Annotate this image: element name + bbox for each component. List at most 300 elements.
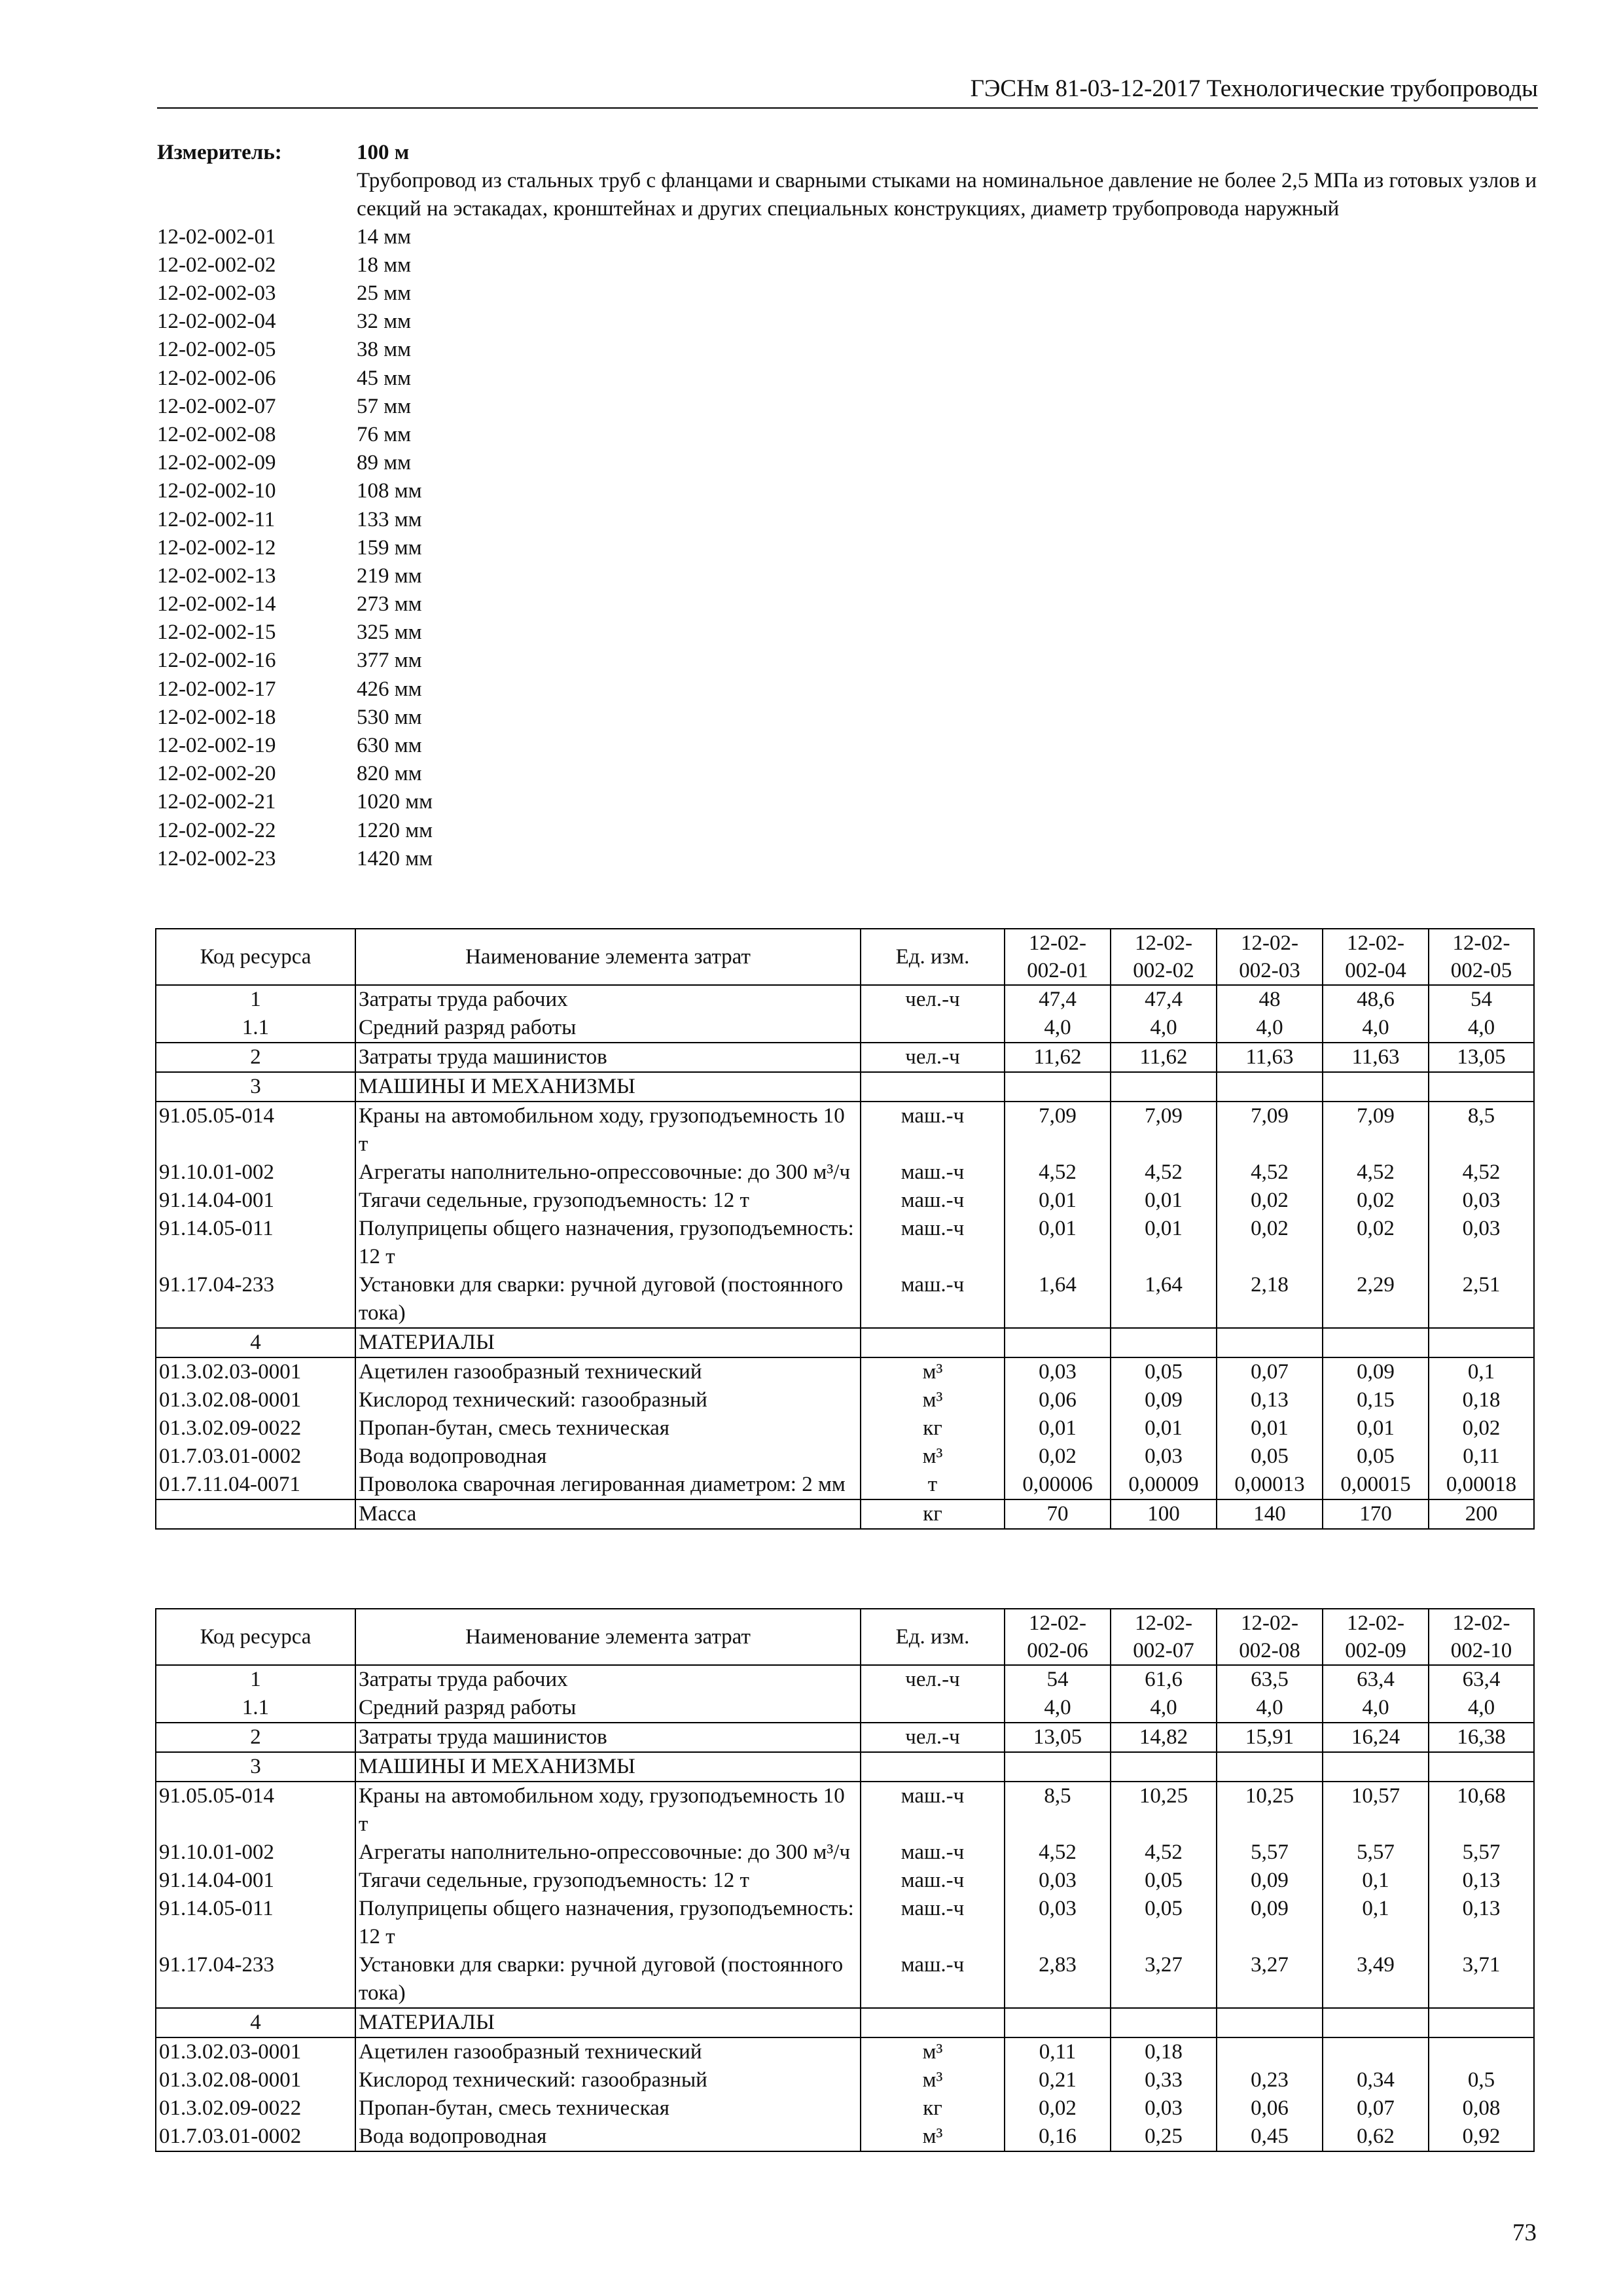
element-name: Тягачи седельные, грузоподъемность: 12 т	[355, 1867, 861, 1895]
element-name: Тягачи седельные, грузоподъемность: 12 т	[355, 1187, 861, 1215]
norm-value: 11,62	[1005, 1043, 1111, 1072]
unit-of-measure: маш.-ч	[861, 1187, 1005, 1215]
variant-code: 12-02-002-22	[157, 818, 276, 842]
section-row	[156, 2008, 1534, 2037]
resource-code: 91.10.01-002	[156, 1839, 355, 1867]
code-list-item	[157, 534, 1551, 562]
norm-value: 0,92	[1429, 2123, 1534, 2151]
resource-code: 91.05.05-014	[156, 1782, 355, 1839]
norm-value: 0,62	[1323, 2123, 1429, 2151]
norm-value	[1111, 1752, 1217, 1782]
resource-row	[156, 1895, 1534, 1951]
section-title: МАТЕРИАЛЫ	[355, 1328, 861, 1357]
resource-code: 91.10.01-002	[156, 1158, 355, 1187]
resource-row	[156, 1386, 1534, 1414]
element-name: Затраты труда рабочих	[355, 1665, 861, 1694]
norm-value	[1217, 1072, 1323, 1102]
header-norm-code-line: 12-02-	[1347, 1611, 1404, 1635]
element-name: Пропан-бутан, смесь техническая	[355, 2094, 861, 2123]
norm-value: 0,01	[1005, 1215, 1111, 1271]
norm-value: 0,13	[1217, 1386, 1323, 1414]
norm-value: 0,1	[1323, 1895, 1429, 1951]
code-list-item	[157, 845, 1551, 873]
code-list-item	[157, 788, 1551, 816]
norm-value: 0,01	[1005, 1187, 1111, 1215]
variant-diameter: 18 мм	[357, 253, 412, 277]
variant-code: 12-02-002-01	[157, 224, 276, 249]
variant-code: 12-02-002-12	[157, 535, 276, 560]
norm-value: 0,02	[1323, 1187, 1429, 1215]
norm-value: 1,64	[1005, 1271, 1111, 1328]
norm-value: 0,16	[1005, 2123, 1111, 2151]
norm-value: 0,13	[1429, 1895, 1534, 1951]
header-norm-code-line: 002-09	[1345, 1639, 1406, 1662]
norm-value: 8,5	[1005, 1782, 1111, 1839]
meter-row	[157, 139, 1551, 167]
code-list-item	[157, 223, 1551, 251]
unit-of-measure: кг	[861, 1414, 1005, 1443]
norm-value: 0,18	[1111, 2037, 1217, 2066]
norm-value: 0,21	[1005, 2066, 1111, 2094]
norm-value: 63,4	[1429, 1665, 1534, 1694]
norm-value: 54	[1429, 985, 1534, 1014]
resource-row	[156, 1694, 1534, 1723]
resource-code: 01.3.02.08-0001	[156, 1386, 355, 1414]
header-norm-code-line: 12-02-	[1029, 931, 1086, 955]
header-norm-code-line: 002-08	[1239, 1639, 1300, 1662]
variant-diameter: 530 мм	[357, 705, 422, 729]
code-list-item	[157, 279, 1551, 308]
unit-of-measure: чел.-ч	[861, 985, 1005, 1014]
resource-row	[156, 985, 1534, 1014]
norm-value: 0,25	[1111, 2123, 1217, 2151]
norm-value: 0,03	[1005, 1357, 1111, 1386]
header-norm-code-line: 12-02-	[1241, 931, 1298, 955]
header-norm-code	[1429, 1609, 1534, 1665]
resource-row	[156, 2066, 1534, 2094]
header-norm-code-line: 002-07	[1133, 1639, 1194, 1662]
norm-value: 54	[1005, 1665, 1111, 1694]
resource-code: 3	[156, 1072, 355, 1102]
norm-value: 4,52	[1005, 1839, 1111, 1867]
norm-value: 4,0	[1111, 1014, 1217, 1043]
norm-value: 10,25	[1111, 1782, 1217, 1839]
meter-unit: 100 м	[357, 141, 410, 164]
norm-value: 0,03	[1429, 1187, 1534, 1215]
table-header-row	[156, 1609, 1534, 1665]
norm-value: 0,11	[1429, 1443, 1534, 1471]
header-norm-code-line: 002-05	[1450, 959, 1512, 982]
resource-row	[156, 1271, 1534, 1328]
resource-row	[156, 1471, 1534, 1499]
norm-value: 2,51	[1429, 1271, 1534, 1328]
norm-value: 48	[1217, 985, 1323, 1014]
norm-value: 0,23	[1217, 2066, 1323, 2094]
norm-value	[1217, 1752, 1323, 1782]
variant-diameter: 89 мм	[357, 451, 412, 475]
section-title: МАШИНЫ И МЕХАНИЗМЫ	[355, 1752, 861, 1782]
variant-diameter: 219 мм	[357, 564, 422, 588]
norm-value: 2,18	[1217, 1271, 1323, 1328]
unit-of-measure: м³	[861, 1386, 1005, 1414]
code-list-item	[157, 675, 1551, 704]
code-list-item	[157, 477, 1551, 505]
norm-value: 0,09	[1111, 1386, 1217, 1414]
header-norm-code-line: 002-06	[1027, 1639, 1088, 1662]
element-name: Ацетилен газообразный технический	[355, 1357, 861, 1386]
norm-value: 2,83	[1005, 1951, 1111, 2008]
norm-value: 3,49	[1323, 1951, 1429, 2008]
unit-of-measure: чел.-ч	[861, 1043, 1005, 1072]
norm-value: 7,09	[1111, 1102, 1217, 1158]
norm-value: 13,05	[1429, 1043, 1534, 1072]
norm-value: 13,05	[1005, 1723, 1111, 1752]
norm-value: 16,24	[1323, 1723, 1429, 1752]
code-list-item	[157, 760, 1551, 788]
unit-of-measure: маш.-ч	[861, 1951, 1005, 2008]
code-list-item	[157, 647, 1551, 675]
resource-table-1	[155, 928, 1535, 1530]
resource-row	[156, 1951, 1534, 2008]
norm-value: 61,6	[1111, 1665, 1217, 1694]
code-list-item	[157, 251, 1551, 279]
norm-value	[1323, 1752, 1429, 1782]
norm-value: 0,1	[1429, 1357, 1534, 1386]
norm-value: 0,00015	[1323, 1471, 1429, 1499]
norm-value: 0,00013	[1217, 1471, 1323, 1499]
norm-value	[1217, 1328, 1323, 1357]
resource-row	[156, 1043, 1534, 1072]
variant-code: 12-02-002-11	[157, 507, 276, 531]
unit-of-measure: м³	[861, 1357, 1005, 1386]
norm-value: 0,00018	[1429, 1471, 1534, 1499]
variant-code: 12-02-002-08	[157, 422, 276, 446]
variant-code: 12-02-002-04	[157, 310, 276, 334]
norm-value: 0,09	[1217, 1895, 1323, 1951]
element-name: Агрегаты наполнительно-опрессовочные: до 300 м³/ч	[355, 1839, 861, 1867]
norm-value: 0,03	[1111, 1443, 1217, 1471]
norm-value: 100	[1111, 1499, 1217, 1529]
resource-row	[156, 1723, 1534, 1752]
norm-value: 0,06	[1217, 2094, 1323, 2123]
resource-row	[156, 1158, 1534, 1187]
norm-value: 10,25	[1217, 1782, 1323, 1839]
norm-value	[1217, 2008, 1323, 2037]
variant-diameter: 14 мм	[357, 224, 412, 249]
resource-code: 01.3.02.09-0022	[156, 1414, 355, 1443]
norm-value: 7,09	[1005, 1102, 1111, 1158]
unit-of-measure	[861, 1752, 1005, 1782]
norm-value: 0,09	[1323, 1357, 1429, 1386]
norm-value: 4,52	[1111, 1839, 1217, 1867]
norm-value: 0,1	[1323, 1867, 1429, 1895]
norm-value: 0,15	[1323, 1386, 1429, 1414]
section-title: МАШИНЫ И МЕХАНИЗМЫ	[355, 1072, 861, 1102]
norm-value: 0,02	[1217, 1187, 1323, 1215]
code-list-item	[157, 562, 1551, 590]
norm-value: 0,05	[1111, 1357, 1217, 1386]
resource-code: 01.7.11.04-0071	[156, 1471, 355, 1499]
code-list-item	[157, 704, 1551, 732]
header-norm-code-line: 002-04	[1345, 959, 1406, 982]
unit-of-measure: м³	[861, 1443, 1005, 1471]
unit-of-measure: маш.-ч	[861, 1867, 1005, 1895]
header-resource-code: Код ресурса	[156, 1609, 355, 1665]
norm-value: 3,27	[1217, 1951, 1323, 2008]
norm-value: 5,57	[1429, 1839, 1534, 1867]
variant-code: 12-02-002-17	[157, 677, 276, 701]
unit-of-measure: маш.-ч	[861, 1271, 1005, 1328]
unit-of-measure: маш.-ч	[861, 1215, 1005, 1271]
element-name: Средний разряд работы	[355, 1694, 861, 1723]
norm-value: 7,09	[1217, 1102, 1323, 1158]
header-norm-code-line: 002-03	[1239, 959, 1300, 982]
resource-code: 2	[156, 1723, 355, 1752]
element-name: Полуприцепы общего назначения, грузоподъемность: 12 т	[355, 1215, 861, 1271]
unit-of-measure	[861, 1072, 1005, 1102]
page-number: 73	[1512, 2219, 1537, 2246]
norm-value: 4,0	[1323, 1694, 1429, 1723]
norm-value: 4,0	[1429, 1694, 1534, 1723]
resource-code: 01.3.02.03-0001	[156, 1357, 355, 1386]
norm-value	[1005, 1752, 1111, 1782]
norm-value: 0,05	[1111, 1895, 1217, 1951]
norm-value: 0,02	[1217, 1215, 1323, 1271]
norm-value: 0,09	[1217, 1867, 1323, 1895]
norm-value: 0,02	[1005, 2094, 1111, 2123]
variant-code: 12-02-002-14	[157, 592, 276, 617]
code-list-item	[157, 619, 1551, 647]
header-norm-code	[1323, 1609, 1429, 1665]
header-resource-code: Код ресурса	[156, 929, 355, 985]
resource-code: 3	[156, 1752, 355, 1782]
resource-code: 1	[156, 1665, 355, 1694]
norm-value: 7,09	[1323, 1102, 1429, 1158]
element-name: Затраты труда машинистов	[355, 1723, 861, 1752]
resource-row	[156, 1499, 1534, 1529]
resource-code: 1.1	[156, 1014, 355, 1043]
meter-section	[157, 139, 1551, 873]
resource-code: 01.7.03.01-0002	[156, 1443, 355, 1471]
unit-of-measure: кг	[861, 2094, 1005, 2123]
norm-value: 0,07	[1323, 2094, 1429, 2123]
header-norm-code-line: 12-02-	[1452, 931, 1510, 955]
page-header	[157, 73, 1538, 109]
variant-diameter: 159 мм	[357, 535, 422, 560]
resource-code: 01.3.02.09-0022	[156, 2094, 355, 2123]
norm-value: 10,68	[1429, 1782, 1534, 1839]
unit-of-measure: т	[861, 1471, 1005, 1499]
norm-value: 0,08	[1429, 2094, 1534, 2123]
resource-code: 91.17.04-233	[156, 1271, 355, 1328]
norm-value: 4,52	[1217, 1158, 1323, 1187]
norm-value	[1111, 1072, 1217, 1102]
header-norm-code-line: 12-02-	[1135, 931, 1192, 955]
unit-of-measure	[861, 1328, 1005, 1357]
norm-value: 3,71	[1429, 1951, 1534, 2008]
resource-code: 91.05.05-014	[156, 1102, 355, 1158]
resource-row	[156, 1443, 1534, 1471]
resource-code: 91.14.05-011	[156, 1215, 355, 1271]
norm-value	[1323, 2008, 1429, 2037]
norm-value: 4,0	[1217, 1014, 1323, 1043]
norm-value: 0,01	[1111, 1215, 1217, 1271]
header-norm-code	[1217, 1609, 1323, 1665]
norm-value	[1111, 1328, 1217, 1357]
resource-row	[156, 1014, 1534, 1043]
variant-diameter: 25 мм	[357, 281, 412, 306]
variant-code: 12-02-002-02	[157, 253, 276, 277]
header-norm-code-line: 002-02	[1133, 959, 1194, 982]
resource-row	[156, 2037, 1534, 2066]
element-name: Краны на автомобильном ходу, грузоподъемность 10 т	[355, 1782, 861, 1839]
norm-value: 0,18	[1429, 1386, 1534, 1414]
norm-value: 0,5	[1429, 2066, 1534, 2094]
element-name: Кислород технический: газообразный	[355, 2066, 861, 2094]
variant-diameter: 108 мм	[357, 479, 422, 503]
element-name: Пропан-бутан, смесь техническая	[355, 1414, 861, 1443]
resource-code: 91.14.04-001	[156, 1187, 355, 1215]
norm-value	[1323, 1072, 1429, 1102]
header-norm-code-line: 12-02-	[1135, 1611, 1192, 1635]
norm-value	[1323, 1328, 1429, 1357]
norm-value: 4,0	[1005, 1014, 1111, 1043]
variant-code: 12-02-002-13	[157, 564, 276, 588]
norm-value: 0,01	[1217, 1414, 1323, 1443]
variant-code: 12-02-002-19	[157, 734, 276, 758]
resource-code: 4	[156, 1328, 355, 1357]
norm-value: 5,57	[1323, 1839, 1429, 1867]
norm-value	[1429, 1072, 1534, 1102]
unit-of-measure: м³	[861, 2066, 1005, 2094]
element-name: Вода водопроводная	[355, 2123, 861, 2151]
variant-code: 12-02-002-15	[157, 620, 276, 645]
resource-row	[156, 1357, 1534, 1386]
resource-table-2	[155, 1608, 1535, 2152]
resource-code: 01.3.02.03-0001	[156, 2037, 355, 2066]
norm-value: 0,33	[1111, 2066, 1217, 2094]
header-unit: Ед. изм.	[861, 929, 1005, 985]
resource-row	[156, 1867, 1534, 1895]
header-norm-code-line: 002-10	[1450, 1639, 1512, 1662]
norm-value: 11,63	[1217, 1043, 1323, 1072]
resource-row	[156, 1215, 1534, 1271]
resource-code: 91.14.05-011	[156, 1895, 355, 1951]
variant-diameter: 325 мм	[357, 620, 422, 645]
norm-value	[1005, 1072, 1111, 1102]
norm-value: 0,03	[1005, 1867, 1111, 1895]
norm-value: 47,4	[1005, 985, 1111, 1014]
norm-value: 4,0	[1323, 1014, 1429, 1043]
norm-value	[1217, 2037, 1323, 2066]
norm-value: 4,0	[1429, 1014, 1534, 1043]
meter-description-row	[157, 167, 1551, 223]
unit-of-measure	[861, 1014, 1005, 1043]
norm-value: 11,62	[1111, 1043, 1217, 1072]
header-norm-code-line: 12-02-	[1347, 931, 1404, 955]
code-list-item	[157, 336, 1551, 364]
element-name: Проволока сварочная легированная диаметром: 2 мм	[355, 1471, 861, 1499]
norm-value: 5,57	[1217, 1839, 1323, 1867]
norm-value: 11,63	[1323, 1043, 1429, 1072]
header-norm-code-line: 002-01	[1027, 959, 1088, 982]
resource-row	[156, 1187, 1534, 1215]
resource-row	[156, 1414, 1534, 1443]
norm-value	[1429, 2008, 1534, 2037]
norm-value	[1429, 2037, 1534, 2066]
element-name: Полуприцепы общего назначения, грузоподъемность: 12 т	[355, 1895, 861, 1951]
norm-value: 0,00006	[1005, 1471, 1111, 1499]
variant-code: 12-02-002-07	[157, 394, 276, 418]
unit-of-measure: чел.-ч	[861, 1723, 1005, 1752]
norm-value	[1429, 1752, 1534, 1782]
norm-value	[1005, 2008, 1111, 2037]
norm-value: 0,34	[1323, 2066, 1429, 2094]
code-list-item	[157, 393, 1551, 421]
norm-value: 3,27	[1111, 1951, 1217, 2008]
section-row	[156, 1752, 1534, 1782]
norm-value	[1429, 1328, 1534, 1357]
norm-value: 4,52	[1429, 1158, 1534, 1187]
variant-code: 12-02-002-21	[157, 790, 276, 814]
norm-value: 16,38	[1429, 1723, 1534, 1752]
unit-of-measure	[861, 1694, 1005, 1723]
resource-code: 01.3.02.08-0001	[156, 2066, 355, 2094]
variant-diameter: 32 мм	[357, 310, 412, 334]
meter-description: Трубопровод из стальных труб с фланцами и сварными стыками на номинальное давление не более 2,5 МПа из готовых узлов и секций на эстакадах, кронштейнах и других специальных конструкциях, диаметр трубопровода наружный	[357, 168, 1537, 221]
header-norm-code-line: 12-02-	[1452, 1611, 1510, 1635]
header-element-name: Наименование элемента затрат	[355, 929, 861, 985]
unit-of-measure: м³	[861, 2037, 1005, 2066]
unit-of-measure: маш.-ч	[861, 1102, 1005, 1158]
section-row	[156, 1072, 1534, 1102]
norm-value: 47,4	[1111, 985, 1217, 1014]
norm-value: 0,45	[1217, 2123, 1323, 2151]
variant-diameter: 1220 мм	[357, 818, 433, 842]
element-name: Агрегаты наполнительно-опрессовочные: до 300 м³/ч	[355, 1158, 861, 1187]
variant-code: 12-02-002-16	[157, 649, 276, 673]
variant-diameter: 630 мм	[357, 734, 422, 758]
resource-code: 91.17.04-233	[156, 1951, 355, 2008]
norm-value: 170	[1323, 1499, 1429, 1529]
resource-code: 4	[156, 2008, 355, 2037]
resource-code	[156, 1499, 355, 1529]
resource-row	[156, 1665, 1534, 1694]
variant-diameter: 377 мм	[357, 649, 422, 673]
resource-code: 1.1	[156, 1694, 355, 1723]
variant-code: 12-02-002-20	[157, 762, 276, 786]
element-name: Затраты труда машинистов	[355, 1043, 861, 1072]
header-norm-code	[1005, 929, 1111, 985]
header-norm-code	[1111, 929, 1217, 985]
element-name: Ацетилен газообразный технический	[355, 2037, 861, 2066]
variant-diameter: 820 мм	[357, 762, 422, 786]
section-title: МАТЕРИАЛЫ	[355, 2008, 861, 2037]
element-name: Масса	[355, 1499, 861, 1529]
norm-value: 4,0	[1217, 1694, 1323, 1723]
unit-of-measure: кг	[861, 1499, 1005, 1529]
norm-value: 4,52	[1111, 1158, 1217, 1187]
unit-of-measure	[861, 2008, 1005, 2037]
norm-value: 0,11	[1005, 2037, 1111, 2066]
norm-value: 0,00009	[1111, 1471, 1217, 1499]
norm-value: 140	[1217, 1499, 1323, 1529]
variant-diameter: 57 мм	[357, 394, 412, 418]
norm-value: 0,01	[1111, 1187, 1217, 1215]
norm-value	[1005, 1328, 1111, 1357]
variant-code: 12-02-002-06	[157, 366, 276, 390]
header-norm-code-line: 12-02-	[1029, 1611, 1086, 1635]
